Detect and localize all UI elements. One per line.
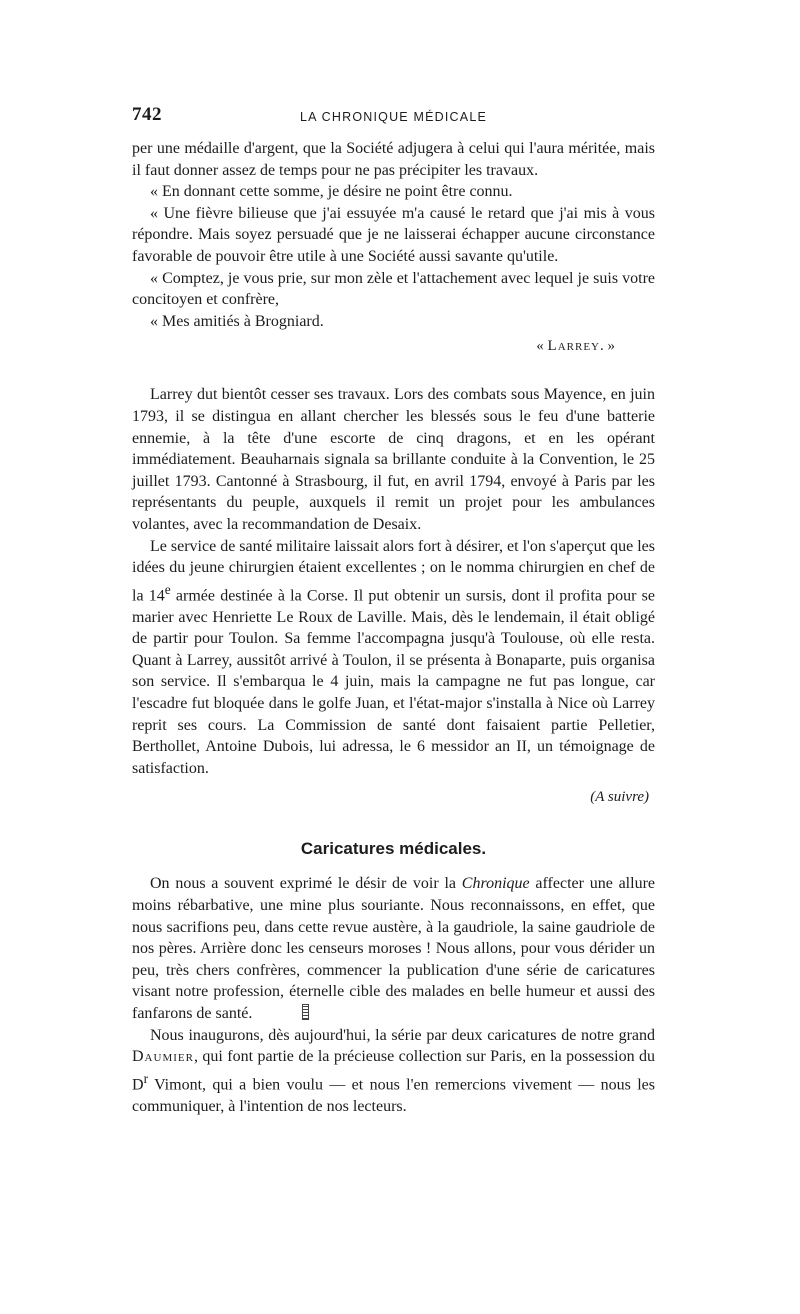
section-paragraph (132, 873, 655, 1024)
section-title: Caricatures médicales. (300, 839, 487, 859)
letter-paragraph: « En donnant cette somme, je désire ne point être connu. (150, 183, 513, 201)
text-run: armée destinée à la Corse. Il put obtenir un sursis, dont il profita pour se marier avec Henriette Le Roux de Laville. Mais, dès le lendemain, il était obligé de partir pour Toulon. Sa femme l'accompagna jusqu'à Toulouse, où elle resta. Quant à Larrey, aussitôt arrivé à Toulon, il se présenta à Bonaparte, puis organisa son service. Il s'embarqua le 4 juin, mais la campagne ne fut pas longue, car l'escadre fut bloquée dans le golfe Juan, et l'état-major s'installa à Nice où Larrey reprit ses cours. La Commission de santé dont faisaient partie Pelletier, Berthollet, Antoine Dubois, lui adressa, le 6 messidor an II, un témoignage de satisfaction. (132, 587, 656, 777)
narrative (132, 384, 655, 807)
caricatures-section (132, 873, 655, 1117)
page (132, 104, 655, 1117)
letter-paragraph: « Une fièvre bilieuse que j'ai essuyée m'a causé le retard que j'ai mis à vous répondre. Mais soyez persuadé que je ne laisserai échapper aucune circonstance favorable de pouvoir être utile à une Société aussi savante qu'utile. (132, 204, 655, 265)
letter-signature (132, 336, 655, 356)
text-run: affecter une allure moins rébarbative, une mine plus souriante. Nous reconnaissons, en effet, que nous sacrifions peu, dans cette revue austère, à la gaudriole, la saine gaudriole de nos pères. Arrière donc les censeurs moroses ! Nous allons, pour vous dérider un peu, très chers confrères, commencer la publication d'une série de caricatures visant notre profession, éternelle cible des malades en belle humeur et aussi des fanfarons de santé. (132, 875, 655, 1022)
text-run: Nous inaugurons, dès aujourd'hui, la série par deux caricatures de notre grand (150, 1026, 655, 1044)
signature-close-quote: . » (600, 338, 615, 355)
to-be-continued: (A suivre) (590, 789, 649, 806)
letter-paragraph: « Mes amitiés à Brogniard. (150, 312, 324, 330)
superscript: r (143, 1070, 149, 1086)
text-run: , qui font partie de la précieuse collection sur Paris, en la possession du D (132, 1048, 655, 1094)
text-run: On nous a souvent exprimé le désir de voir la (150, 875, 462, 893)
letter-paragraph: « Comptez, je vous prie, sur mon zèle et l'attachement avec lequel je suis votre concitoyen et confrère, (132, 269, 655, 309)
narrative-paragraph: Larrey dut bientôt cesser ses travaux. Lors des combats sous Mayence, en juin 1793, il se distingua en allant chercher les blessés sous le feu d'une batterie ennemie, à la tête d'une escorte de cinq dragons, et en les opérant immédiatement. Beauharnais signala sa brillante conduite à la Convention, le 25 juillet 1793. Cantonné à Strasbourg, il fut, en avril 1794, envoyé à Paris par les représentants du peuple, auxquels il remit un projet pour les ambulances volantes, avec la recommandation de Desaix. (132, 386, 655, 533)
text-run: Le service de santé militaire laissait alors fort à désirer, et l'on s'aperçut que les idées du jeune chirurgien étaient excellentes ; on le nomma chirurgien en chef de la 14 (132, 537, 655, 605)
journal-name-italic: Chronique (461, 875, 530, 893)
letter-paragraph: per une médaille d'argent, que la Société adjugera à celui qui l'aura méritée, mais il faut donner assez de temps pour ne pas précipiter les travaux. (132, 140, 655, 179)
journal-title: LA CHRONIQUE MÉDICALE (299, 110, 488, 124)
printer-mark-icon (302, 1004, 309, 1020)
superscript: e (164, 581, 171, 597)
signature-name: Larrey (547, 338, 600, 355)
narrative-paragraph (132, 536, 655, 780)
letter-excerpt (132, 138, 655, 356)
running-head (132, 104, 655, 130)
page-number: 742 (132, 104, 162, 125)
text-run: Vimont, qui a bien voulu — et nous l'en remercions vivement — nous les communiquer, à l'intention de nos lecteurs. (132, 1076, 655, 1115)
section-paragraph (132, 1025, 655, 1118)
artist-name: Daumier (132, 1048, 194, 1066)
signature-open-quote: « (536, 338, 548, 355)
